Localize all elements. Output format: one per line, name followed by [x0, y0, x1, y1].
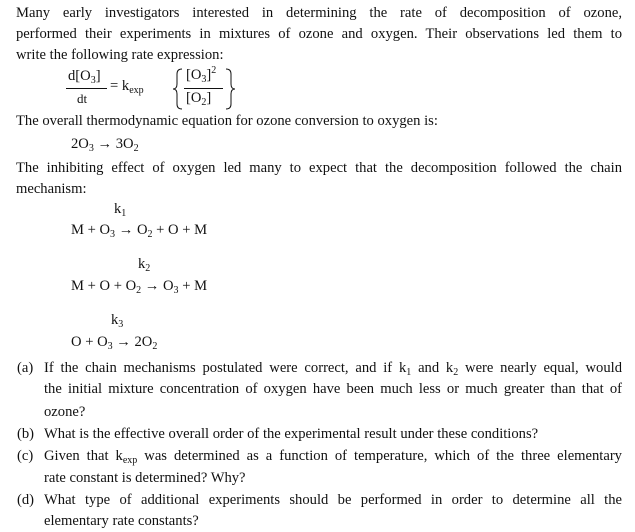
question-d-label: (d): [17, 492, 35, 508]
reaction-3: $O + O_3 \to 2O_2$: [71, 334, 158, 352]
rate-constant-k3: $k_3$: [111, 312, 124, 330]
question-a-line-3: ozone?: [44, 404, 86, 420]
inhibiting-line-2: mechanism:: [16, 181, 87, 197]
intro-line-1: Many early investigators interested in determining the rate of decomposition of ozone,: [16, 5, 622, 21]
question-a-label: (a): [17, 360, 34, 376]
question-b-label: (b): [17, 426, 35, 442]
overall-text: The overall thermodynamic equation for ozone conversion to oxygen is:: [16, 113, 438, 129]
question-c-line-2: rate constant is determined? Why?: [44, 470, 246, 486]
rate-right-denominator: $[O_2]$: [186, 90, 212, 108]
left-brace: [172, 68, 184, 110]
right-brace: [224, 68, 236, 110]
question-a-line-2: the initial mixture concentration of oxygen have been much less or much greater than that of: [44, 381, 622, 397]
intro-line-3: write the following rate expression:: [16, 47, 224, 63]
intro-line-2: performed their experiments in mixtures of ozone and oxygen. Their observations led them to: [16, 26, 622, 42]
rate-denominator: dt: [77, 91, 88, 106]
question-d-line-1: What type of additional experiments should be performed in order to determine all the: [44, 492, 622, 508]
overall-equation: $2O_3 \to 3O_2$: [71, 136, 139, 154]
question-c-label: (c): [17, 448, 34, 464]
inhibiting-line-1: The inhibiting effect of oxygen led many to expect that the decomposition followed the chain: [16, 160, 622, 176]
rate-equals-k: = $k_{exp}$: [110, 78, 144, 96]
question-c-line-1: Given that $k_{exp}$ was determined as a function of temperature, which of the three elementary: [44, 448, 622, 466]
reaction-2: $M + O + O_2 \to O_3 + M$: [71, 278, 208, 296]
reaction-1: $M + O_3 \to O_2 + O + M$: [71, 222, 208, 240]
question-d-line-2: elementary rate constants?: [44, 513, 199, 529]
rate-right-numerator: $[O_3]^2$: [186, 65, 217, 85]
question-a-line-1: If the chain mechanisms postulated were correct, and if $k_1$ and $k_2$ were nearly equal, would: [44, 360, 622, 378]
rate-constant-k1: $k_1$: [114, 201, 127, 219]
rate-constant-k2: $k_2$: [138, 256, 151, 274]
question-b-line-1: What is the effective overall order of the experimental result under these conditions?: [44, 426, 539, 442]
rate-numerator: $d[O_3]$: [68, 68, 101, 86]
